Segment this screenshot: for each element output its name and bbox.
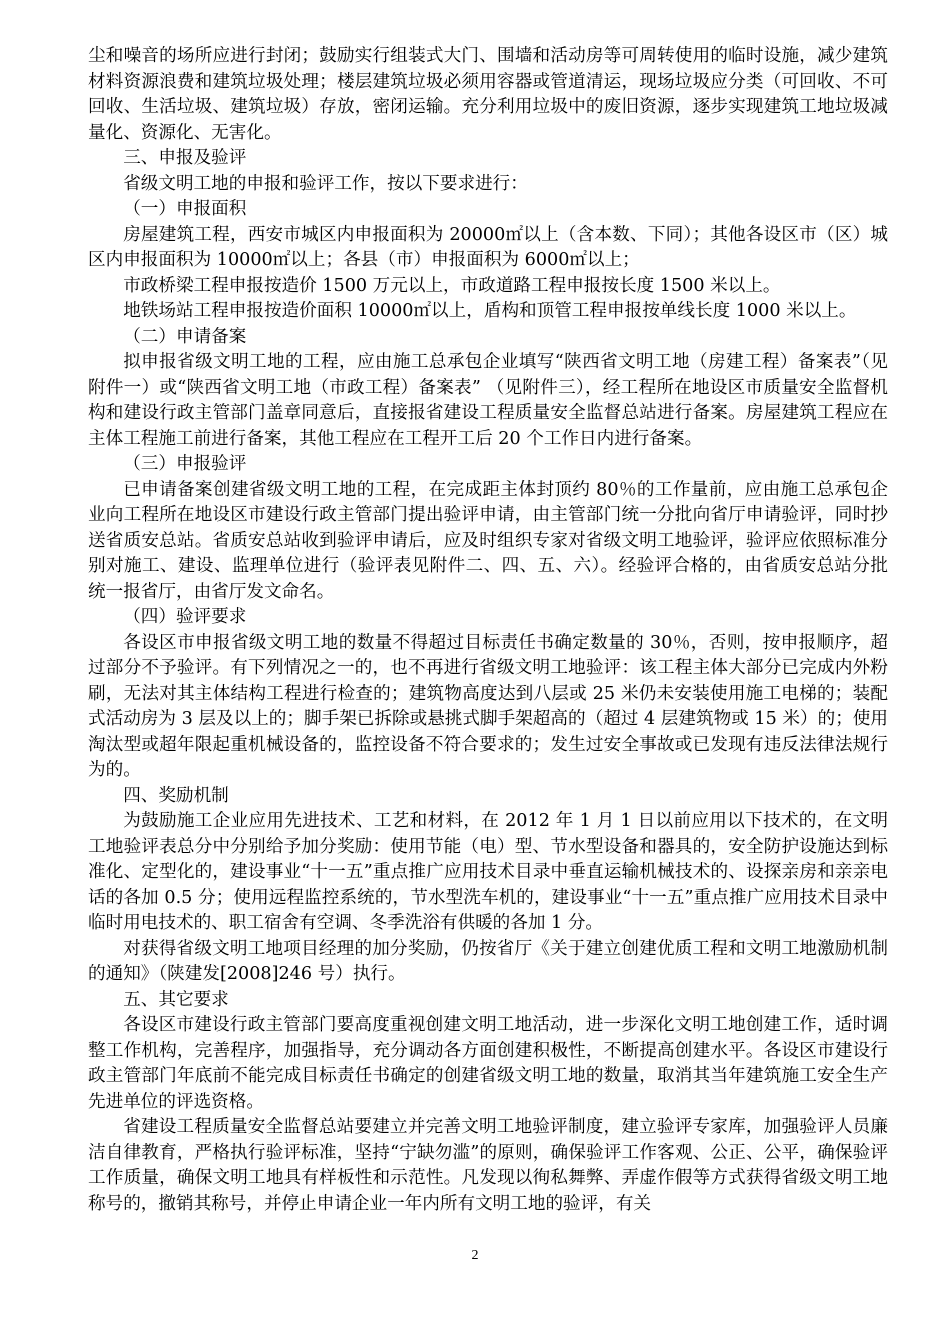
subsection-heading: （四）验评要求 [123,607,247,627]
paragraph: 地铁场站工程申报按造价面积 10000㎡以上，盾构和顶管工程申报按单线长度 1000 米以上。 [123,301,857,321]
paragraph: 尘和噪音的场所应进行封闭；鼓励实行组装式大门、围墙和活动房等可周转使用的临时设施，减少建筑材料资源浪费和建筑垃圾处理；楼层建筑垃圾必须用容器或管道清运，现场垃圾应分类（可回收、不可回收、生活垃圾、建筑垃圾）存放，密闭运输。充分利用垃圾中的废旧资源，逐步实现建筑工地垃圾减量化、资源化、无害化。 [88,46,888,143]
subsection-heading: （一）申报面积 [123,199,247,219]
paragraph: 省级文明工地的申报和验评工作，按以下要求进行： [123,173,528,194]
paragraph: 市政桥梁工程申报按造价 1500 万元以上，市政道路工程申报按长度 1500 米以上。 [123,275,781,296]
subsection-heading: （二）申请备案 [123,326,247,347]
paragraph: 已申请备案创建省级文明工地的工程，在完成距主体封顶约 80％的工作量前，应由施工总承包企业向工程所在地设区市建设行政主管部门提出验评申请，由主管部门统一分批向省厅申请验评，同时抄送省质安总站。省质安总站收到验评申请后，应及时组织专家对省级文明工地验评，验评应依照标准分别对施工、建设、监理单位进行（验评表见附件二、四、五、六）。经验评合格的，由省质安总站分批统一报省厅，由省厅发文命名。 [88,479,888,602]
paragraph: 省建设工程质量安全监督总站要建立并完善文明工地验评制度，建立验评专家库，加强验评人员廉洁自律教育，严格执行验评标准，坚持“宁缺勿滥”的原则，确保验评工作客观、公正、公平，确保验评工作质量，确保文明工地具有样板性和示范性。凡发现以徇私舞弊、弄虚作假等方式获得省级文明工地称号的，撤销其称号，并停止申请企业一年内所有文明工地的验评，有关 [88,1117,888,1214]
paragraph: 各设区市建设行政主管部门要高度重视创建文明工地活动，进一步深化文明工地创建工作，适时调整工作机构，完善程序，加强指导，充分调动各方面创建积极性，不断提高创建水平。各设区市建设行政主管部门年底前不能完成目标责任书确定的创建省级文明工地的数量，取消其当年建筑施工安全生产先进单位的评选资格。 [88,1015,888,1112]
section-heading-5: 五、其它要求 [123,989,229,1010]
paragraph: 各设区市申报省级文明工地的数量不得超过目标责任书确定数量的 30％，否则，按申报顺序，超过部分不予验评。有下列情况之一的，也不再进行省级文明工地验评：该工程主体大部分已完成内外粉刷，无法对其主体结构工程进行检查的；建筑物高度达到八层或 25 米仍未安装使用施工电梯的；装配式活动房为 3 层及以上的；脚手架已拆除或悬挑式脚手架超高的（超过 4 层建筑物或 15 米）的；使用淘汰型或超年限起重机械设备的，监控设备不符合要求的；发生过安全事故或已发现有违反法律法规行为的。 [88,632,888,780]
section-heading-3: 三、申报及验评 [123,148,247,168]
document-body [88,44,888,1217]
page-number: 2 [471,1248,479,1263]
paragraph: 房屋建筑工程，西安市城区内申报面积为 20000㎡以上（含本数、下同）；其他各设区市（区）城区内申报面积为 10000㎡以上；各县（市）申报面积为 6000㎡以上； [88,224,888,270]
paragraph: 为鼓励施工企业应用先进技术、工艺和材料，在 2012 年 1 月 1 日以前应用以下技术的，在文明工地验评表总分中分别给予加分奖励：使用节能（电）型、节水型设备和器具的，安全防护设施达到标准化、定型化的，建设事业“十一五”重点推广应用技术目录中垂直运输机械技术的、设探亲房和亲亲电话的各加 0.5 分；使用远程监控系统的，节水型洗车机的，建设事业“十一五”重点推广应用技术目录中临时用电技术的、职工宿舍有空调、冬季洗浴有供暖的各加 1 分。 [88,811,888,933]
subsection-heading: （三）申报验评 [123,454,247,474]
section-heading-4: 四、奖励机制 [123,785,229,806]
paragraph: 拟申报省级文明工地的工程，应由施工总承包企业填写“陕西省文明工地（房建工程）备案表”（见附件一）或“陕西省文明工地（市政工程）备案表” （见附件三），经工程所在地设区市质量安全监督机构和建设行政主管部门盖章同意后，直接报省建设工程质量安全监督总站进行备案。房屋建筑工程应在主体工程施工前进行备案，其他工程应在工程开工后 20 个工作日内进行备案。 [88,352,888,449]
paragraph: 对获得省级文明工地项目经理的加分奖励，仍按省厅《关于建立创建优质工程和文明工地激励机制的通知》（陕建发[2008]246 号）执行。 [88,938,888,984]
